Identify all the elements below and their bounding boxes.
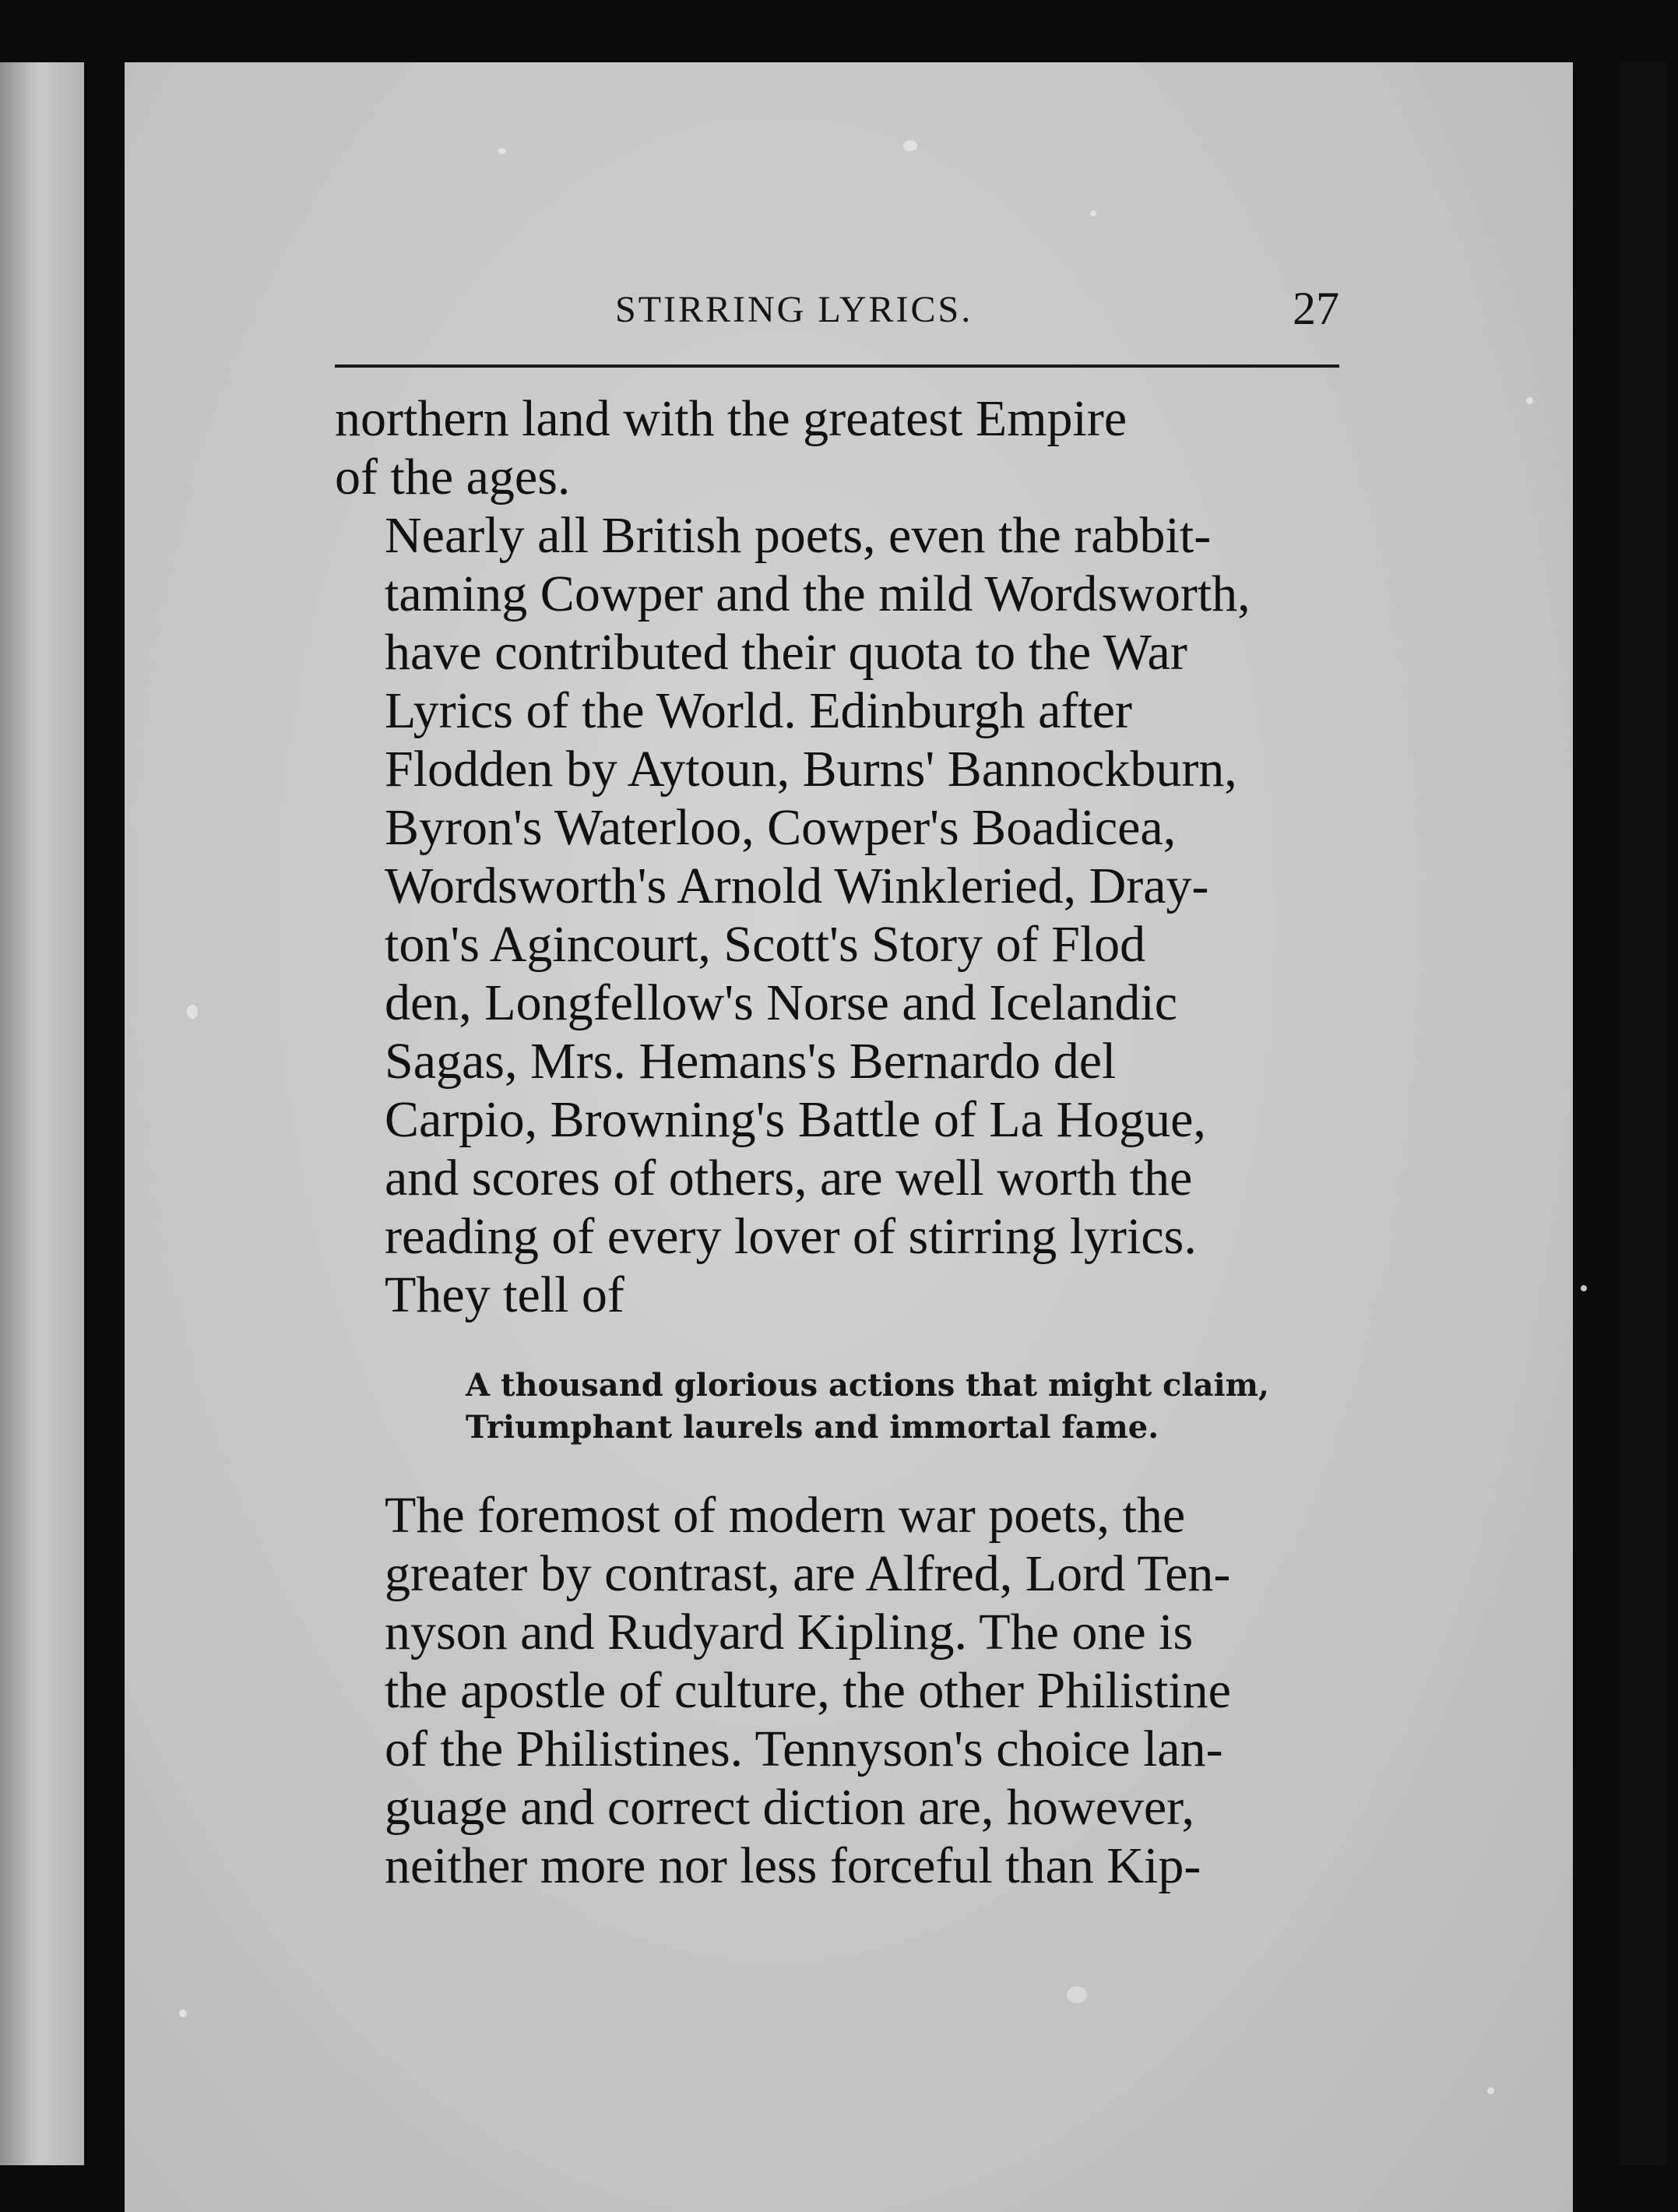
text-line: taming Cowper and the mild Wordsworth, — [385, 565, 1251, 622]
text-line: greater by contrast, are Alfred, Lord Ten- — [385, 1545, 1231, 1602]
page-number: 27 — [1293, 283, 1339, 334]
text-line: guage and correct diction are, however, — [385, 1779, 1195, 1836]
text-line: have contributed their quota to the War — [385, 624, 1187, 681]
text-line: Flodden by Aytoun, Burns' Bannockburn, — [385, 741, 1237, 798]
text-line: Sagas, Mrs. Hemans's Bernardo del — [385, 1033, 1117, 1090]
text-line: Wordsworth's Arnold Winkleried, Dray- — [385, 858, 1209, 914]
text-line: They tell of — [385, 1266, 624, 1323]
text-line: of the Philistines. Tennyson's choice lan- — [385, 1721, 1223, 1777]
adjacent-page-edge — [0, 62, 84, 2165]
text-line: neither more nor less forceful than Kip- — [385, 1837, 1201, 1894]
paragraph-poets — [335, 506, 1339, 1324]
quote-line: Triumphant laurels and immortal fame. — [466, 1409, 1159, 1446]
film-border — [1620, 62, 1666, 2165]
text-line: den, Longfellow's Norse and Icelandic — [385, 974, 1178, 1031]
text-line: northern land with the greatest Empire — [335, 390, 1127, 447]
text-line: and scores of others, are well worth the — [385, 1150, 1193, 1206]
text-line: Lyrics of the World. Edinburgh after — [385, 682, 1133, 739]
paragraph-war-poets — [335, 1486, 1339, 1895]
running-title: STIRRING LYRICS. — [615, 289, 973, 330]
header-rule — [335, 365, 1339, 368]
text-line: reading of every lover of stirring lyrics. — [385, 1208, 1197, 1265]
text-line: Carpio, Browning's Battle of La Hogue, — [385, 1091, 1206, 1148]
text-line: ton's Agincourt, Scott's Story of Flod — [385, 916, 1146, 973]
text-line: Nearly all British poets, even the rabbit- — [385, 507, 1212, 564]
paragraph-continued — [335, 389, 1339, 506]
body-text-upper — [335, 389, 1339, 1324]
quote-line: A thousand glorious actions that might claim, — [466, 1367, 1269, 1404]
text-line: of the ages. — [335, 449, 571, 505]
text-line: Byron's Waterloo, Cowper's Boadicea, — [385, 799, 1177, 856]
running-header — [335, 265, 1339, 366]
text-line: The foremost of modern war poets, the — [385, 1487, 1186, 1544]
body-text-lower — [335, 1486, 1339, 1895]
verse-quotation — [466, 1365, 1322, 1449]
text-line: the apostle of culture, the other Philistine — [385, 1662, 1231, 1719]
text-line: nyson and Rudyard Kipling. The one is — [385, 1604, 1194, 1661]
